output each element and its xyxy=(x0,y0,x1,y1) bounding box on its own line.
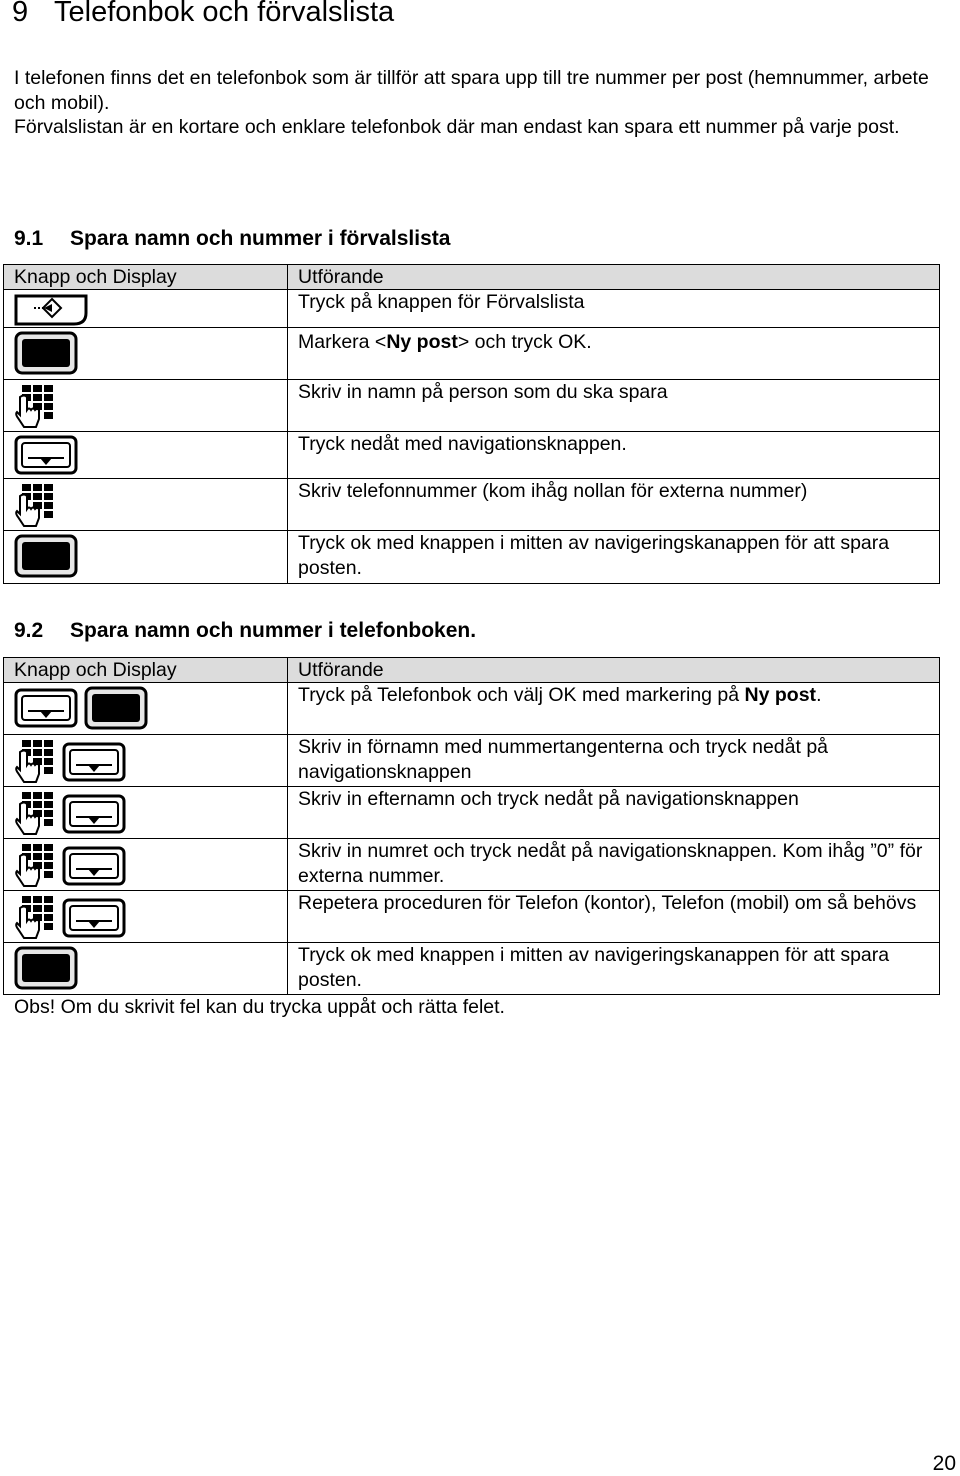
column-header: Knapp och Display xyxy=(4,265,288,290)
step-text: Skriv in förnamn med nummertangenterna och tryck nedåt på navigationsknappen xyxy=(288,735,940,787)
intro-text xyxy=(14,66,949,140)
step-text xyxy=(288,683,940,735)
column-header: Utförande xyxy=(288,265,940,290)
section-number: 9.2 xyxy=(14,619,44,642)
ok-button-icon xyxy=(84,686,148,730)
chapter-number: 9 xyxy=(12,0,29,28)
step-text: Tryck ok med knappen i mitten av navigeringskanappen för att spara posten. xyxy=(288,531,940,584)
keypad-hand-icon xyxy=(14,894,56,942)
icon-cell xyxy=(4,380,288,432)
icon-cell xyxy=(4,891,288,943)
icon-cell xyxy=(4,479,288,531)
icon-cell xyxy=(4,787,288,839)
nav-down-icon xyxy=(62,898,126,938)
nav-down-icon xyxy=(14,435,78,475)
table-row xyxy=(4,787,940,839)
note-text: Obs! Om du skrivit fel kan du trycka uppåt och rätta felet. xyxy=(14,996,505,1018)
step-text: Skriv in namn på person som du ska spara xyxy=(288,380,940,432)
section-heading xyxy=(14,227,450,251)
step-text-part: > och tryck OK. xyxy=(457,331,592,353)
step-text-bold: Ny post xyxy=(386,331,458,353)
chapter-title: Telefonbok och förvalslista xyxy=(54,0,395,28)
section-title: Spara namn och nummer i telefonboken. xyxy=(70,619,477,642)
step-text xyxy=(288,328,940,380)
step-text: Skriv in efternamn och tryck nedåt på navigationsknappen xyxy=(288,787,940,839)
keypad-hand-icon xyxy=(14,842,56,890)
step-text: Tryck ok med knappen i mitten av navigeringskanappen för att spara posten. xyxy=(288,943,940,995)
section-title: Spara namn och nummer i förvalslista xyxy=(70,227,451,250)
ok-button-icon xyxy=(14,946,78,990)
column-header: Knapp och Display xyxy=(4,658,288,683)
table-row xyxy=(4,891,940,943)
step-text: Repetera proceduren för Telefon (kontor), Telefon (mobil) om så behövs xyxy=(288,891,940,943)
table-row xyxy=(4,328,940,380)
icon-cell xyxy=(4,432,288,479)
table-row xyxy=(4,432,940,479)
column-header: Utförande xyxy=(288,658,940,683)
step-text-part: Tryck på Telefonbok och välj OK med markering på xyxy=(298,684,745,706)
icon-cell xyxy=(4,735,288,787)
nav-down-icon xyxy=(62,794,126,834)
ok-button-icon xyxy=(14,331,78,375)
icon-cell xyxy=(4,328,288,380)
table-header-row xyxy=(4,658,940,683)
page-number: 20 xyxy=(932,1452,956,1475)
step-text: Skriv in numret och tryck nedåt på navigationsknappen. Kom ihåg ”0” för externa nummer. xyxy=(288,839,940,891)
step-text-part: . xyxy=(816,684,822,706)
section-heading xyxy=(14,619,476,643)
step-text-bold: Ny post xyxy=(744,684,817,706)
steps-table xyxy=(3,657,940,995)
icon-cell xyxy=(4,290,288,328)
intro-paragraph: I telefonen finns det en telefonbok som är tillför att spara upp till tre nummer per post (hemnummer, arbete och mobil). xyxy=(14,67,929,114)
chapter-heading xyxy=(12,0,394,29)
ok-button-icon xyxy=(14,534,78,578)
table-header-row xyxy=(4,265,940,290)
icon-cell xyxy=(4,943,288,995)
keypad-hand-icon xyxy=(14,790,56,838)
speed-dial-key-icon xyxy=(14,293,90,327)
table-row xyxy=(4,735,940,787)
keypad-hand-icon xyxy=(14,738,56,786)
keypad-hand-icon xyxy=(14,482,56,530)
table-row xyxy=(4,943,940,995)
step-text: Tryck på knappen för Förvalslista xyxy=(288,290,940,328)
intro-paragraph: Förvalslistan är en kortare och enklare telefonbok där man endast kan spara ett nummer på varje post. xyxy=(14,116,900,138)
table-row xyxy=(4,380,940,432)
nav-down-icon xyxy=(62,742,126,782)
table-row xyxy=(4,683,940,735)
step-text: Tryck nedåt med navigationsknappen. xyxy=(288,432,940,479)
step-text-part: Markera < xyxy=(298,331,387,353)
section-number: 9.1 xyxy=(14,227,44,250)
nav-down-icon xyxy=(14,688,78,728)
steps-table xyxy=(3,264,940,584)
keypad-hand-icon xyxy=(14,383,56,431)
icon-cell xyxy=(4,839,288,891)
icon-cell xyxy=(4,683,288,735)
step-text: Skriv telefonnummer (kom ihåg nollan för externa nummer) xyxy=(288,479,940,531)
table-row xyxy=(4,531,940,584)
table-row xyxy=(4,839,940,891)
icon-cell xyxy=(4,531,288,584)
table-row xyxy=(4,290,940,328)
nav-down-icon xyxy=(62,846,126,886)
table-row xyxy=(4,479,940,531)
